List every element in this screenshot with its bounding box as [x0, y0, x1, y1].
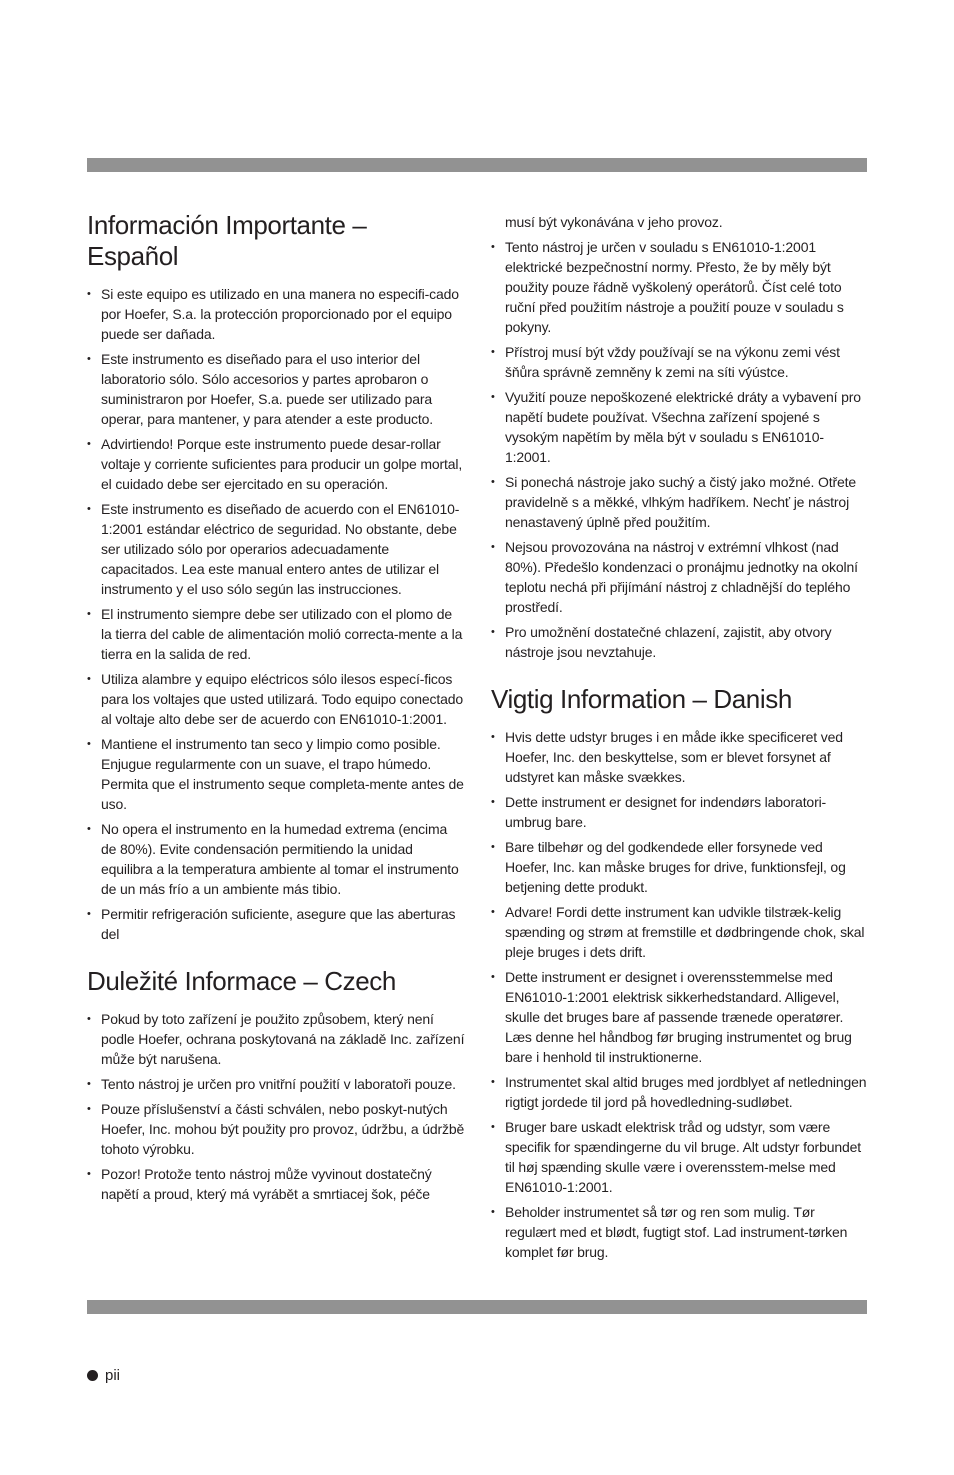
- bullet-icon: •: [491, 476, 495, 488]
- czech-list: [87, 1009, 465, 1204]
- bullet-icon: •: [491, 241, 495, 253]
- right-column: [491, 212, 869, 1267]
- list-item: [491, 792, 869, 832]
- danish-heading: Vigtig Information – Danish: [491, 684, 792, 714]
- page-number: pii: [105, 1367, 121, 1384]
- list-item-text: No opera el instrumento en la humedad extrema (encima de 80%). Evite condensación permitiendo la unidad equilibra a la temperatura ambiente al tomar el instrumento de un más frío a un ambiente más tibio.: [101, 821, 459, 897]
- bullet-icon: •: [491, 346, 495, 358]
- list-item-text: Este instrumento es diseñado para el uso interior del laboratorio sólo. Sólo accesorios y partes aprobaron o suministraron por Hoefer, S.a. puede ser utilizado para operar, para mantener, y para atender a este producto.: [101, 351, 434, 427]
- bullet-icon: •: [87, 1013, 91, 1025]
- bullet-icon: •: [87, 1078, 91, 1090]
- list-item-text: Mantiene el instrumento tan seco y limpio como posible. Enjugue regularmente con un suave, el trapo húmedo. Permita que el instrumento seque completa-mente antes de uso.: [101, 736, 464, 812]
- list-item: [87, 284, 465, 344]
- list-item-text: Este instrumento es diseñado de acuerdo con el EN61010-1:2001 estándar eléctrico de seguridad. No obstante, debe ser utilizado sólo por operarios adecuadamente capacitados. Lea este manual entero antes de utilizar el instrumento y el uso sólo según las instrucciones.: [101, 501, 460, 597]
- bullet-icon: •: [491, 971, 495, 983]
- bullet-icon: •: [87, 438, 91, 450]
- list-item: [491, 472, 869, 532]
- list-item-text: Hvis dette udstyr bruges i en måde ikke specificeret ved Hoefer, Inc. den beskyttelse, som er blevet forsynet af udstyret kan måske svækkes.: [505, 729, 843, 785]
- list-item: [491, 967, 869, 1067]
- left-column: [87, 210, 465, 1209]
- list-item-text: Advirtiendo! Porque este instrumento puede desar-rollar voltaje y corriente suficientes para producir un golpe mortal, el cuidado debe ser ejercitado en su operación.: [101, 436, 463, 492]
- list-item-text: Využití pouze nepoškozené elektrické dráty a vybavení pro napětí budete používat. Všechna zařízení spojené s vysokým napětím by měla být v souladu s EN61010-1:2001.: [505, 389, 861, 465]
- list-item-text: Instrumentet skal altid bruges med jordblyet af netledningen rigtigt jordede til jord på hovedledning-sudløbet.: [505, 1074, 867, 1110]
- list-item-text: Advare! Fordi dette instrument kan udvikle tilstræk-kelig spænding og strøm at fremstille et dødbringende chok, skal pleje bruges i dets drift.: [505, 904, 865, 960]
- list-item-text: Bare tilbehør og del godkendede eller forsynede ved Hoefer, Inc. kan måske bruges for drive, funktionsfejl, og betjening dette produkt.: [505, 839, 846, 895]
- spanish-heading: Información Importante – Español: [87, 210, 367, 271]
- list-item-text: Beholder instrumentet så tør og ren som mulig. Tør regulært med et blødt, fugtigt stof. Lad instrument-tørken komplet før brug.: [505, 1204, 848, 1260]
- bullet-icon: •: [491, 731, 495, 743]
- list-item-text: Dette instrument er designet for indendørs laboratori-umbrug bare.: [505, 794, 827, 830]
- list-item-text: Si este equipo es utilizado en una manera no especifi-cado por Hoefer, S.a. la protección proporcionado por el equipo puede ser dañada.: [101, 286, 459, 342]
- list-item: [87, 819, 465, 899]
- bullet-icon: •: [87, 673, 91, 685]
- bullet-icon: •: [491, 1121, 495, 1133]
- list-item: [491, 537, 869, 617]
- spanish-list: [87, 284, 465, 944]
- bullet-icon: •: [491, 391, 495, 403]
- bullet-icon: •: [87, 908, 91, 920]
- danish-list: [491, 727, 869, 1262]
- bullet-icon: •: [87, 1168, 91, 1180]
- bullet-icon: •: [87, 1103, 91, 1115]
- list-item: [87, 1099, 465, 1159]
- bullet-icon: •: [491, 841, 495, 853]
- list-item: [87, 499, 465, 599]
- bullet-icon: •: [491, 906, 495, 918]
- czech-continuation: musí být vykonávána v jeho provoz.: [505, 214, 723, 230]
- top-rule: [87, 158, 867, 172]
- list-item-text: El instrumento siempre debe ser utilizado con el plomo de la tierra del cable de alimentación molió correcta-mente a la tierra en la salida de red.: [101, 606, 463, 662]
- bullet-icon: •: [491, 541, 495, 553]
- list-item: [491, 902, 869, 962]
- list-item-text: Utiliza alambre y equipo eléctricos sólo ilesos especí-ficos para los voltajes que usted utilizará. Todo equipo conectado al voltaje alto debe ser de acuerdo con EN61010-1:2001.: [101, 671, 463, 727]
- bottom-rule: [87, 1300, 867, 1314]
- list-item-text: Tento nástroj je určen v souladu s EN61010-1:2001 elektrické bezpečnostní normy. Přesto, že by měly být použity pouze řádně vyškolený operátorů. Číst celé toto ruční před použitím nástroje a použití pouze v souladu s pokyny.: [505, 239, 844, 335]
- list-item: [491, 622, 869, 662]
- bullet-icon: •: [87, 738, 91, 750]
- bullet-icon: •: [87, 823, 91, 835]
- list-item: [87, 1164, 465, 1204]
- list-item: [491, 1117, 869, 1197]
- list-item: [87, 434, 465, 494]
- bullet-icon: •: [491, 1206, 495, 1218]
- list-item: [491, 387, 869, 467]
- list-item-text: Permitir refrigeración suficiente, asegure que las aberturas del: [101, 906, 456, 942]
- list-item: [491, 727, 869, 787]
- list-item-text: Bruger bare uskadt elektrisk tråd og udstyr, som være specifik for spændingerne du vil bruge. Alt udstyr forbundet til høj spænding skulle være i overensstem-melse med EN61010-1:2001.: [505, 1119, 861, 1195]
- czech-heading: Duležité Informace – Czech: [87, 966, 396, 996]
- czech-list-continued: [491, 237, 869, 662]
- list-item: [491, 342, 869, 382]
- list-item: [491, 1202, 869, 1262]
- list-item: [87, 349, 465, 429]
- bullet-icon: •: [87, 503, 91, 515]
- list-item-text: Pokud by toto zařízení je použito způsobem, který není podle Hoefer, ochrana poskytovaná na základě Inc. zařízení může být narušena.: [101, 1011, 465, 1067]
- list-item: [491, 1072, 869, 1112]
- bullet-icon: •: [491, 626, 495, 638]
- list-item-text: Přístroj musí být vždy používají se na výkonu zemi vést šňůra správně zemněny k zemi na síti výústce.: [505, 344, 840, 380]
- list-item: [87, 1009, 465, 1069]
- bullet-dot-icon: [87, 1370, 98, 1381]
- list-item: [491, 837, 869, 897]
- list-item-text: Pozor! Protože tento nástroj může vyvinout dostatečný napětí a proud, který má vyrábět a smrtiacej šok, péče: [101, 1166, 432, 1202]
- list-item-text: Dette instrument er designet i overensstemmelse med EN61010-1:2001 elektrisk sikkerhedstandard. Alligevel, skulle det bruges bare af passende trænede operatører. Læs denne hel håndbog før bruging instrumentet og brug bare i henhold til instruktionerne.: [505, 969, 852, 1065]
- list-item: [87, 734, 465, 814]
- bullet-icon: •: [87, 288, 91, 300]
- list-item-text: Nejsou provozována na nástroj v extrémní vlhkost (nad 80%). Předešlo kondenzaci o pronájmu jednotky na okolní teplotu nechá při přijímání nástroj z chladnější do teplého prostředí.: [505, 539, 858, 615]
- list-item: [87, 669, 465, 729]
- list-item-text: Si ponechá nástroje jako suchý a čistý jako možné. Otřete pravidelně s a měkké, vlhkým hadříkem. Nechť je nástroj nenastavený úplně před použitím.: [505, 474, 856, 530]
- bullet-icon: •: [491, 1076, 495, 1088]
- list-item-text: Pro umožnění dostatečné chlazení, zajistit, aby otvory nástroje jsou nevztahuje.: [505, 624, 832, 660]
- list-item: [87, 904, 465, 944]
- bullet-icon: •: [87, 353, 91, 365]
- page-footer: [87, 1367, 120, 1384]
- list-item-text: Tento nástroj je určen pro vnitřní použití v laboratoři pouze.: [101, 1076, 456, 1092]
- bullet-icon: •: [491, 796, 495, 808]
- list-item: [87, 604, 465, 664]
- bullet-icon: •: [87, 608, 91, 620]
- list-item: [87, 1074, 465, 1094]
- list-item-text: Pouze příslušenství a části schválen, nebo poskyt-nutých Hoefer, Inc. mohou být použity pro provoz, údržbu, a údržbě tohoto výrobku.: [101, 1101, 465, 1157]
- list-item: [491, 237, 869, 337]
